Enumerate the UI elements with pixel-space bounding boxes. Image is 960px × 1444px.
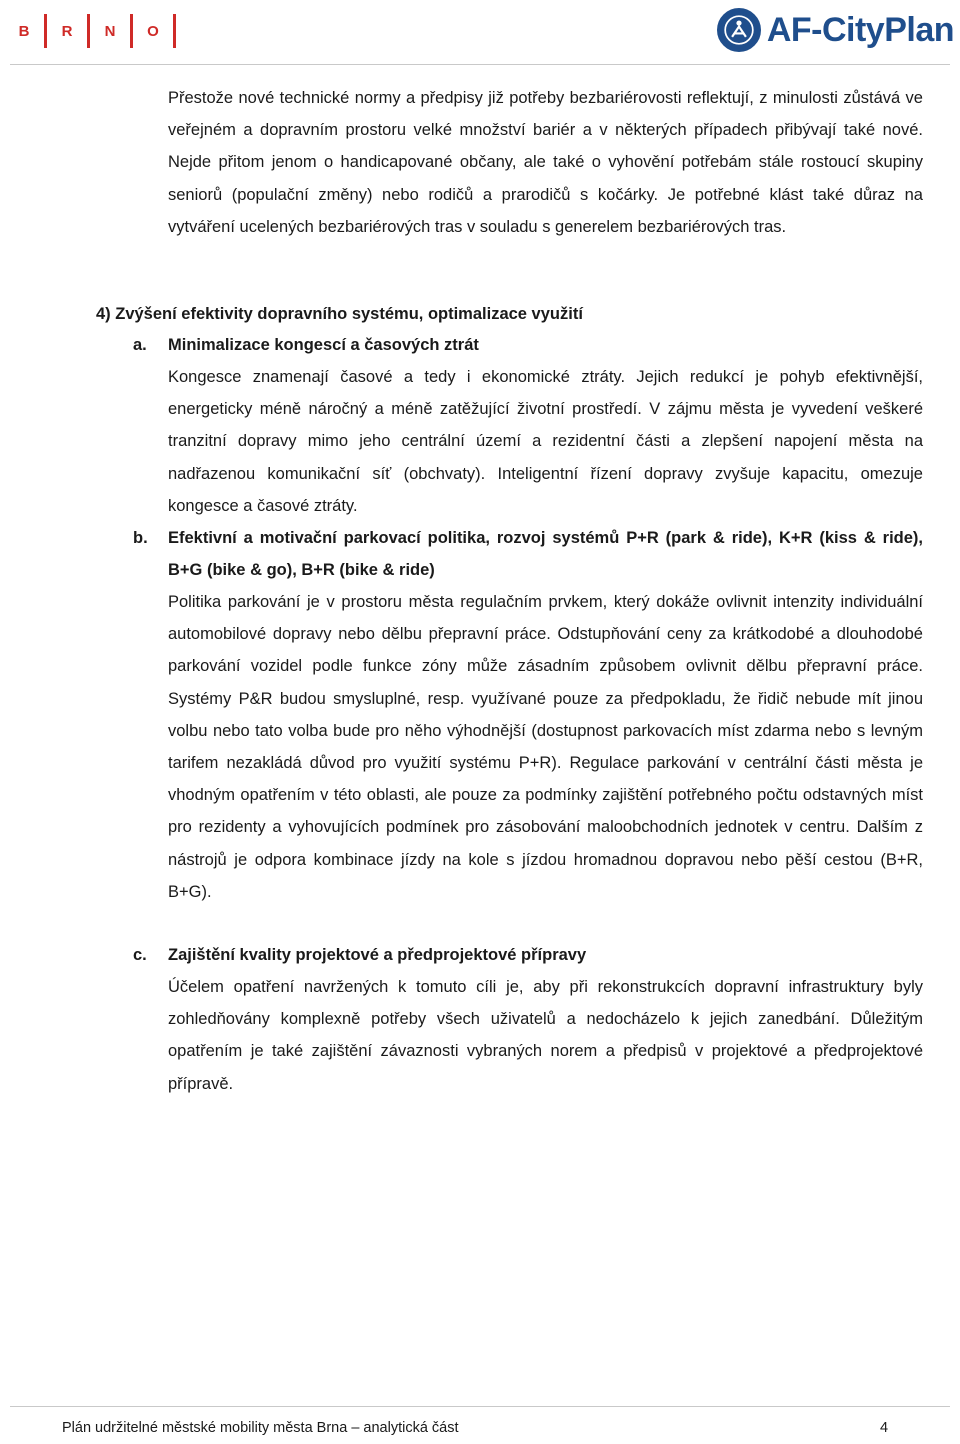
brno-letter-o: O: [147, 22, 159, 40]
logo-separator: [173, 14, 176, 48]
brno-logo: [10, 14, 176, 48]
item-c-text: Účelem opatření navržených k tomuto cíli je, aby při rekonstrukcích dopravní infrastruktury byly zohledňovány komplexně potřeby všech uživatelů a nedocházelo k jejich zanedbání. Důležitým opatřením je také zajištění závaznosti vybraných norem a předpisů v projektové a předprojektové přípravě.: [168, 978, 923, 1093]
brno-letter-b: B: [18, 22, 30, 40]
brno-letter-n: N: [104, 22, 116, 40]
page-number: 4: [880, 1420, 889, 1436]
logo-separator: [44, 14, 47, 48]
af-cityplan-logo: [717, 8, 954, 52]
footer-divider: [10, 1406, 950, 1407]
item-a-text: Kongesce znamenají časové a tedy i ekonomické ztráty. Jejich redukcí je pohyb efektivnější, energeticky méně náročný a méně zatěžující životní prostředí. V zájmu města je vyvedení veškeré tranzitní dopravy mimo jeho centrální území a rezidentní části a zlepšení napojení města na nadřazenou komunikační síť (obchvaty). Inteligentní řízení dopravy zvyšuje kapacitu, omezuje kongesce a časové ztráty.: [168, 368, 923, 515]
intro-paragraph: Přestože nové technické normy a předpisy již potřeby bezbariérovosti reflektují, z minulosti zůstává ve veřejném a dopravním prostoru velké množství bariér a v některých případech přibývají také nové. Nejde přitom jenom o handicapované občany, ale také o vyhovění potřebám stále rostoucí skupiny seniorů (populační změny) nebo rodičů a prarodičů s kočárky. Je potřebné klást také důraz na vytváření ucelených bezbariérových tras v souladu s generelem bezbariérových tras.: [168, 89, 923, 236]
item-b-text: Politika parkování je v prostoru města regulačním prvkem, který dokáže ovlivnit intenzity individuální automobilové dopravy nebo dělbu přepravní práce. Odstupňování ceny za krátkodobé a dlouhodobé parkování vozidel podle funkce zóny může zásadním způsobem ovlivnit dělbu přepravní práce. Systémy P&R budou smysluplné, resp. využívané pouze za předpokladu, že řidič nebude mít jinou volbu nebo tato volba bude pro něho výhodnější (dostupnost parkovacích míst zdarma nebo s levným tarifem nezakládá důvod pro využití systému P+R). Regulace parkování v centrální části města je vhodným opatřením v této oblasti, ale pouze za podmínky zajištění potřebného počtu odstavných míst pro rezidenty a vyhovujících podmínek pro zásobování maloobchodních jednotek v centru. Dalším z nástrojů je odpora kombinace jízdy na kole s jízdou hromadnou dopravou nebo pěší cestou (B+R, B+G).: [168, 593, 923, 901]
item-b-letter: b.: [133, 529, 148, 547]
section-heading: 4) Zvýšení efektivity dopravního systému, optimalizace využití: [96, 305, 583, 323]
af-emblem-icon: [717, 8, 761, 52]
item-c-letter: c.: [133, 946, 147, 964]
header-divider: [10, 64, 950, 65]
footer-title: Plán udržitelné městské mobility města Brna – analytická část: [62, 1420, 459, 1436]
item-c-title: Zajištění kvality projektové a předprojektové přípravy: [168, 946, 587, 964]
brno-letter-r: R: [61, 22, 73, 40]
logo-separator: [130, 14, 133, 48]
logo-separator: [87, 14, 90, 48]
item-a-title: Minimalizace kongescí a časových ztrát: [168, 336, 479, 354]
af-logo-text: AF-CityPlan: [766, 10, 954, 49]
item-b-title: Efektivní a motivační parkovací politika, rozvoj systémů P+R (park & ride), K+R (kiss & ride), B+G (bike & go), B+R (bike & ride): [168, 529, 923, 580]
item-a-letter: a.: [133, 336, 147, 354]
